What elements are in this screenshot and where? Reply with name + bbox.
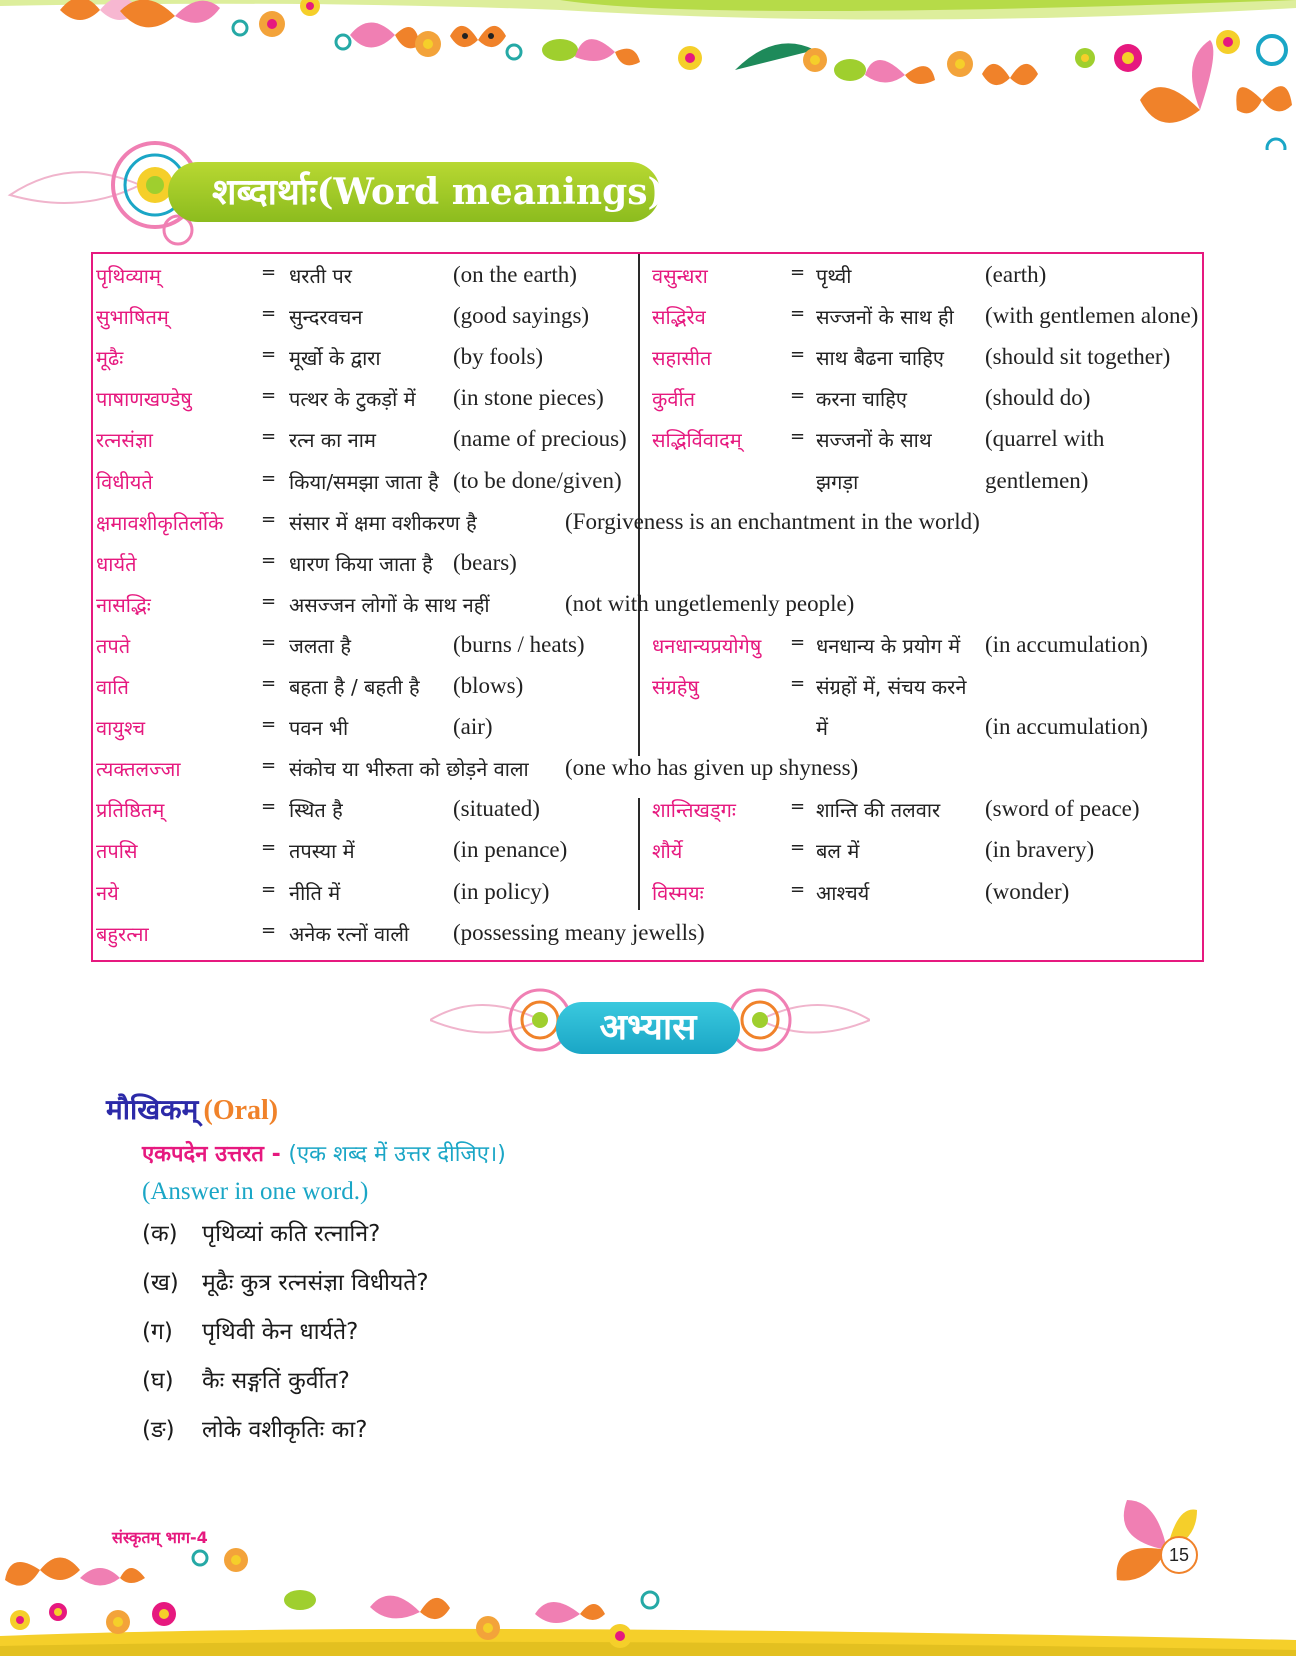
instruction	[142, 1138, 506, 1168]
left-row-sanskrit-word: धार्यते	[96, 551, 137, 576]
right-row-equals-sign: =	[790, 426, 806, 448]
right-row-sanskrit-word: वसुन्धरा	[652, 264, 708, 288]
instruction-sanskrit: एकपदेन उत्तरत -	[142, 1142, 289, 1167]
oral-heading-english: (Oral)	[203, 1095, 279, 1126]
flower-icon	[300, 0, 320, 16]
instruction-english: (Answer in one word.)	[142, 1178, 369, 1205]
bottom-decoration-band	[0, 1540, 1296, 1656]
flower-icon	[106, 1610, 130, 1634]
top-decoration-band	[0, 0, 1296, 150]
swirl-icon	[233, 21, 247, 35]
left-row-hindi-meaning: स्थित है	[289, 798, 343, 823]
right-row-hindi-meaning: झगड़ा	[816, 469, 859, 494]
butterfly-icon	[865, 60, 935, 84]
swirl-icon	[193, 1551, 207, 1565]
right-row-equals-sign: =	[790, 385, 806, 407]
right-row-equals-sign: =	[790, 344, 806, 366]
flower-icon	[259, 11, 285, 37]
flower-icon	[10, 1610, 30, 1630]
butterfly-icon	[1140, 40, 1213, 123]
flower-icon	[803, 48, 827, 72]
left-row-equals-sign: =	[261, 673, 277, 694]
left-row-sanskrit-word: क्षमावशीकृतिर्लोके	[96, 510, 224, 535]
right-row-english-meaning: (in accumulation)	[985, 631, 1148, 657]
right-row-hindi-meaning: संग्रहों में, संचय करने	[816, 675, 967, 699]
butterfly-icon	[370, 1596, 450, 1619]
right-row-english-meaning: (should do)	[985, 385, 1091, 411]
left-row-sanskrit-word: नासद्भिः	[96, 592, 151, 617]
flower-icon	[1216, 30, 1240, 54]
swirl-icon	[507, 45, 521, 59]
flower-icon	[678, 46, 702, 70]
right-row-hindi-meaning: बल में	[816, 839, 860, 864]
left-row-sanskrit-word: विधीयते	[96, 469, 153, 494]
butterfly-icon	[80, 1568, 145, 1586]
left-row-english-meaning: (blows)	[453, 673, 524, 698]
swirl-icon	[1258, 36, 1286, 64]
right-row-equals-sign: =	[790, 878, 806, 900]
right-row-equals-sign: =	[790, 837, 806, 859]
right-row-equals-sign: =	[790, 262, 806, 283]
table-column-divider	[638, 254, 640, 756]
flower-icon	[152, 1602, 176, 1626]
left-row-english-meaning: (one who has given up shyness)	[565, 755, 859, 781]
left-row-hindi-meaning: धारण किया जाता है	[289, 551, 433, 576]
flower-icon	[1075, 48, 1095, 68]
left-row-english-meaning: (name of precious)	[453, 426, 627, 452]
left-row-sanskrit-word: तपते	[96, 633, 131, 658]
right-row-equals-sign: =	[790, 796, 806, 818]
left-row-english-meaning: (air)	[453, 714, 493, 740]
flower-icon	[49, 1603, 67, 1621]
left-row-hindi-meaning: असज्जन लोगों के साथ नहीं	[289, 592, 490, 617]
question-text: कैः सङ्गतिं कुर्वीत?	[202, 1368, 350, 1394]
left-row-equals-sign: =	[261, 631, 277, 653]
right-row-english-meaning: (earth)	[985, 262, 1047, 287]
left-row-sanskrit-word: त्यक्तलज्जा	[96, 757, 181, 782]
left-row-equals-sign: =	[261, 714, 277, 736]
right-row-english-meaning: (in accumulation)	[985, 714, 1148, 740]
left-row-equals-sign: =	[261, 385, 277, 407]
flower-icon	[415, 31, 441, 57]
table-column-divider	[638, 798, 640, 910]
page-number: 15	[1168, 1545, 1190, 1565]
swirl-icon	[1267, 139, 1285, 150]
right-row-hindi-meaning: साथ बैढना चाहिए	[816, 346, 944, 371]
leaf-icon	[834, 59, 866, 81]
question-label: (क)	[142, 1221, 178, 1247]
right-row-sanskrit-word: कुर्वीत	[652, 387, 696, 412]
right-row-hindi-meaning: पृथ्वी	[816, 264, 852, 288]
left-row-equals-sign: =	[261, 303, 277, 325]
leaf-icon	[284, 1590, 316, 1610]
right-row-sanskrit-word: सहासीत	[652, 346, 712, 371]
right-row-hindi-meaning: करना चाहिए	[816, 387, 907, 412]
left-row-hindi-meaning: अनेक रत्नों वाली	[289, 921, 410, 946]
left-row-sanskrit-word: तपसि	[96, 839, 138, 864]
right-row-hindi-meaning: शान्ति की तलवार	[816, 798, 941, 823]
right-row-english-meaning: (in bravery)	[985, 837, 1095, 863]
right-row-english-meaning: gentlemen)	[985, 467, 1089, 493]
butterfly-icon	[982, 64, 1038, 85]
left-row-english-meaning: (good sayings)	[453, 303, 590, 329]
right-row-equals-sign: =	[790, 303, 806, 325]
left-row-english-meaning: (bears)	[453, 549, 517, 575]
question-item	[142, 1216, 380, 1248]
left-row-english-meaning: (in policy)	[453, 878, 550, 904]
left-row-hindi-meaning: नीति में	[289, 880, 341, 905]
left-row-hindi-meaning: पत्थर के टुकड़ों में	[289, 387, 416, 412]
butterfly-icon	[120, 0, 220, 27]
question-text: मूढैः कुत्र रत्नसंज्ञा विधीयते?	[202, 1270, 429, 1296]
left-row-sanskrit-word: वाति	[96, 675, 129, 699]
left-row-english-meaning: (Forgiveness is an enchantment in the world)	[565, 508, 980, 534]
left-row-hindi-meaning: जलता है	[289, 633, 351, 658]
flower-icon	[947, 51, 973, 77]
right-row-english-meaning: (sword of peace)	[985, 796, 1140, 822]
left-row-english-meaning: (possessing meany jewells)	[453, 919, 705, 945]
left-row-english-meaning: (situated)	[453, 796, 540, 822]
right-row-hindi-meaning: धनधान्य के प्रयोग में	[816, 633, 961, 658]
left-row-hindi-meaning: पवन भी	[289, 716, 349, 741]
question-label: (ङ)	[142, 1417, 175, 1443]
question-label: (ख)	[142, 1270, 179, 1296]
right-row-english-meaning: (wonder)	[985, 878, 1070, 904]
right-row-sanskrit-word: धनधान्यप्रयोगेषु	[652, 633, 762, 658]
right-row-sanskrit-word: सद्भिर्विवादम्	[652, 428, 742, 453]
question-label: (घ)	[142, 1368, 174, 1394]
left-row-equals-sign: =	[261, 878, 277, 900]
left-row-english-meaning: (not with ungetlemenly people)	[565, 590, 855, 616]
right-row-english-meaning: (should sit together)	[985, 344, 1171, 370]
left-row-equals-sign: =	[261, 796, 277, 818]
flower-icon	[224, 1548, 248, 1572]
question-text: पृथिव्यां कति रत्नानि?	[202, 1221, 381, 1247]
butterfly-icon	[450, 26, 506, 47]
left-row-sanskrit-word: वायुश्च	[96, 716, 146, 741]
left-row-equals-sign: =	[261, 426, 277, 448]
left-row-sanskrit-word: मूढैः	[96, 346, 124, 371]
section-title: शब्दार्थाः(Word meanings)	[212, 171, 665, 213]
left-row-english-meaning: (to be done/given)	[453, 467, 622, 493]
left-row-sanskrit-word: पाषाणखण्डेषु	[96, 387, 192, 412]
right-row-hindi-meaning: सज्जनों के साथ	[816, 428, 932, 453]
left-row-equals-sign: =	[261, 344, 277, 366]
left-row-equals-sign: =	[261, 837, 277, 859]
flower-icon	[476, 1616, 500, 1640]
left-row-sanskrit-word: नये	[96, 880, 119, 905]
left-row-english-meaning: (in stone pieces)	[453, 385, 604, 411]
right-row-hindi-meaning: में	[816, 716, 828, 741]
left-row-equals-sign: =	[261, 919, 277, 941]
left-row-equals-sign: =	[261, 508, 277, 530]
left-row-sanskrit-word: प्रतिष्ठितम्	[96, 798, 165, 823]
right-row-sanskrit-word: शौर्ये	[652, 839, 683, 864]
swirl-icon	[336, 35, 350, 49]
oral-heading	[106, 1090, 278, 1128]
left-row-equals-sign: =	[261, 549, 277, 571]
leaf-icon	[735, 43, 815, 70]
leaf-icon	[542, 39, 578, 61]
oral-heading-sanskrit: मौखिकम्	[106, 1093, 199, 1126]
butterfly-icon	[1236, 86, 1292, 113]
right-row-english-meaning: (with gentlemen alone)	[985, 303, 1199, 329]
left-row-hindi-meaning: मूर्खो के द्वारा	[289, 346, 381, 371]
flower-icon	[608, 1624, 632, 1648]
flower-icon	[1114, 44, 1142, 72]
right-row-sanskrit-word: विस्मयः	[652, 880, 704, 905]
left-row-equals-sign: =	[261, 467, 277, 489]
left-row-hindi-meaning: बहता है / बहती है	[289, 675, 420, 699]
left-row-sanskrit-word: सुभाषितम्	[96, 305, 169, 330]
left-row-english-meaning: (by fools)	[453, 344, 544, 370]
left-row-sanskrit-word: पृथिव्याम्	[96, 264, 161, 288]
left-row-equals-sign: =	[261, 262, 277, 283]
right-row-sanskrit-word: शान्तिखड्गः	[652, 798, 736, 823]
question-item	[142, 1265, 429, 1297]
swirl-icon	[642, 1592, 658, 1608]
question-item	[142, 1363, 350, 1395]
right-row-sanskrit-word: संग्रहेषु	[652, 675, 699, 699]
footer-book-title: संस्कृतम् भाग-4	[112, 1528, 208, 1547]
right-row-hindi-meaning: सज्जनों के साथ ही	[816, 305, 954, 330]
left-row-hindi-meaning: संकोच या भीरुता को छोड़ने वाला	[289, 757, 529, 782]
butterfly-icon	[5, 1558, 80, 1586]
butterfly-icon	[535, 1602, 605, 1623]
question-item	[142, 1314, 358, 1346]
right-row-english-meaning: (quarrel with	[985, 426, 1105, 452]
right-row-equals-sign: =	[790, 673, 806, 694]
left-row-hindi-meaning: सुन्दरवचन	[289, 305, 363, 330]
left-row-english-meaning: (on the earth)	[453, 262, 577, 287]
left-row-sanskrit-word: बहुरत्ना	[96, 921, 149, 946]
left-row-sanskrit-word: रत्नसंज्ञा	[96, 428, 153, 453]
question-label: (ग)	[142, 1319, 173, 1345]
left-row-equals-sign: =	[261, 590, 277, 612]
left-row-equals-sign: =	[261, 755, 277, 777]
left-row-english-meaning: (in penance)	[453, 837, 568, 863]
right-row-equals-sign: =	[790, 631, 806, 653]
left-row-hindi-meaning: रत्न का नाम	[289, 428, 376, 453]
butterfly-icon	[575, 39, 640, 65]
left-row-hindi-meaning: संसार में क्षमा वशीकरण है	[289, 510, 477, 535]
abhyas-title: अभ्यास	[599, 1007, 697, 1048]
instruction-hindi: (एक शब्द में उत्तर दीजिए।)	[288, 1142, 506, 1167]
right-row-hindi-meaning: आश्चर्य	[816, 880, 870, 905]
left-row-hindi-meaning: धरती पर	[289, 264, 352, 288]
butterfly-icon	[350, 23, 420, 49]
question-item	[142, 1412, 367, 1444]
left-row-hindi-meaning: तपस्या में	[289, 839, 355, 864]
question-text: पृथिवी केन धार्यते?	[202, 1319, 359, 1345]
left-row-english-meaning: (burns / heats)	[453, 631, 585, 657]
question-text: लोके वशीकृतिः का?	[202, 1417, 368, 1443]
right-row-sanskrit-word: सद्भिरेव	[652, 305, 706, 330]
left-row-hindi-meaning: किया/समझा जाता है	[289, 469, 439, 494]
